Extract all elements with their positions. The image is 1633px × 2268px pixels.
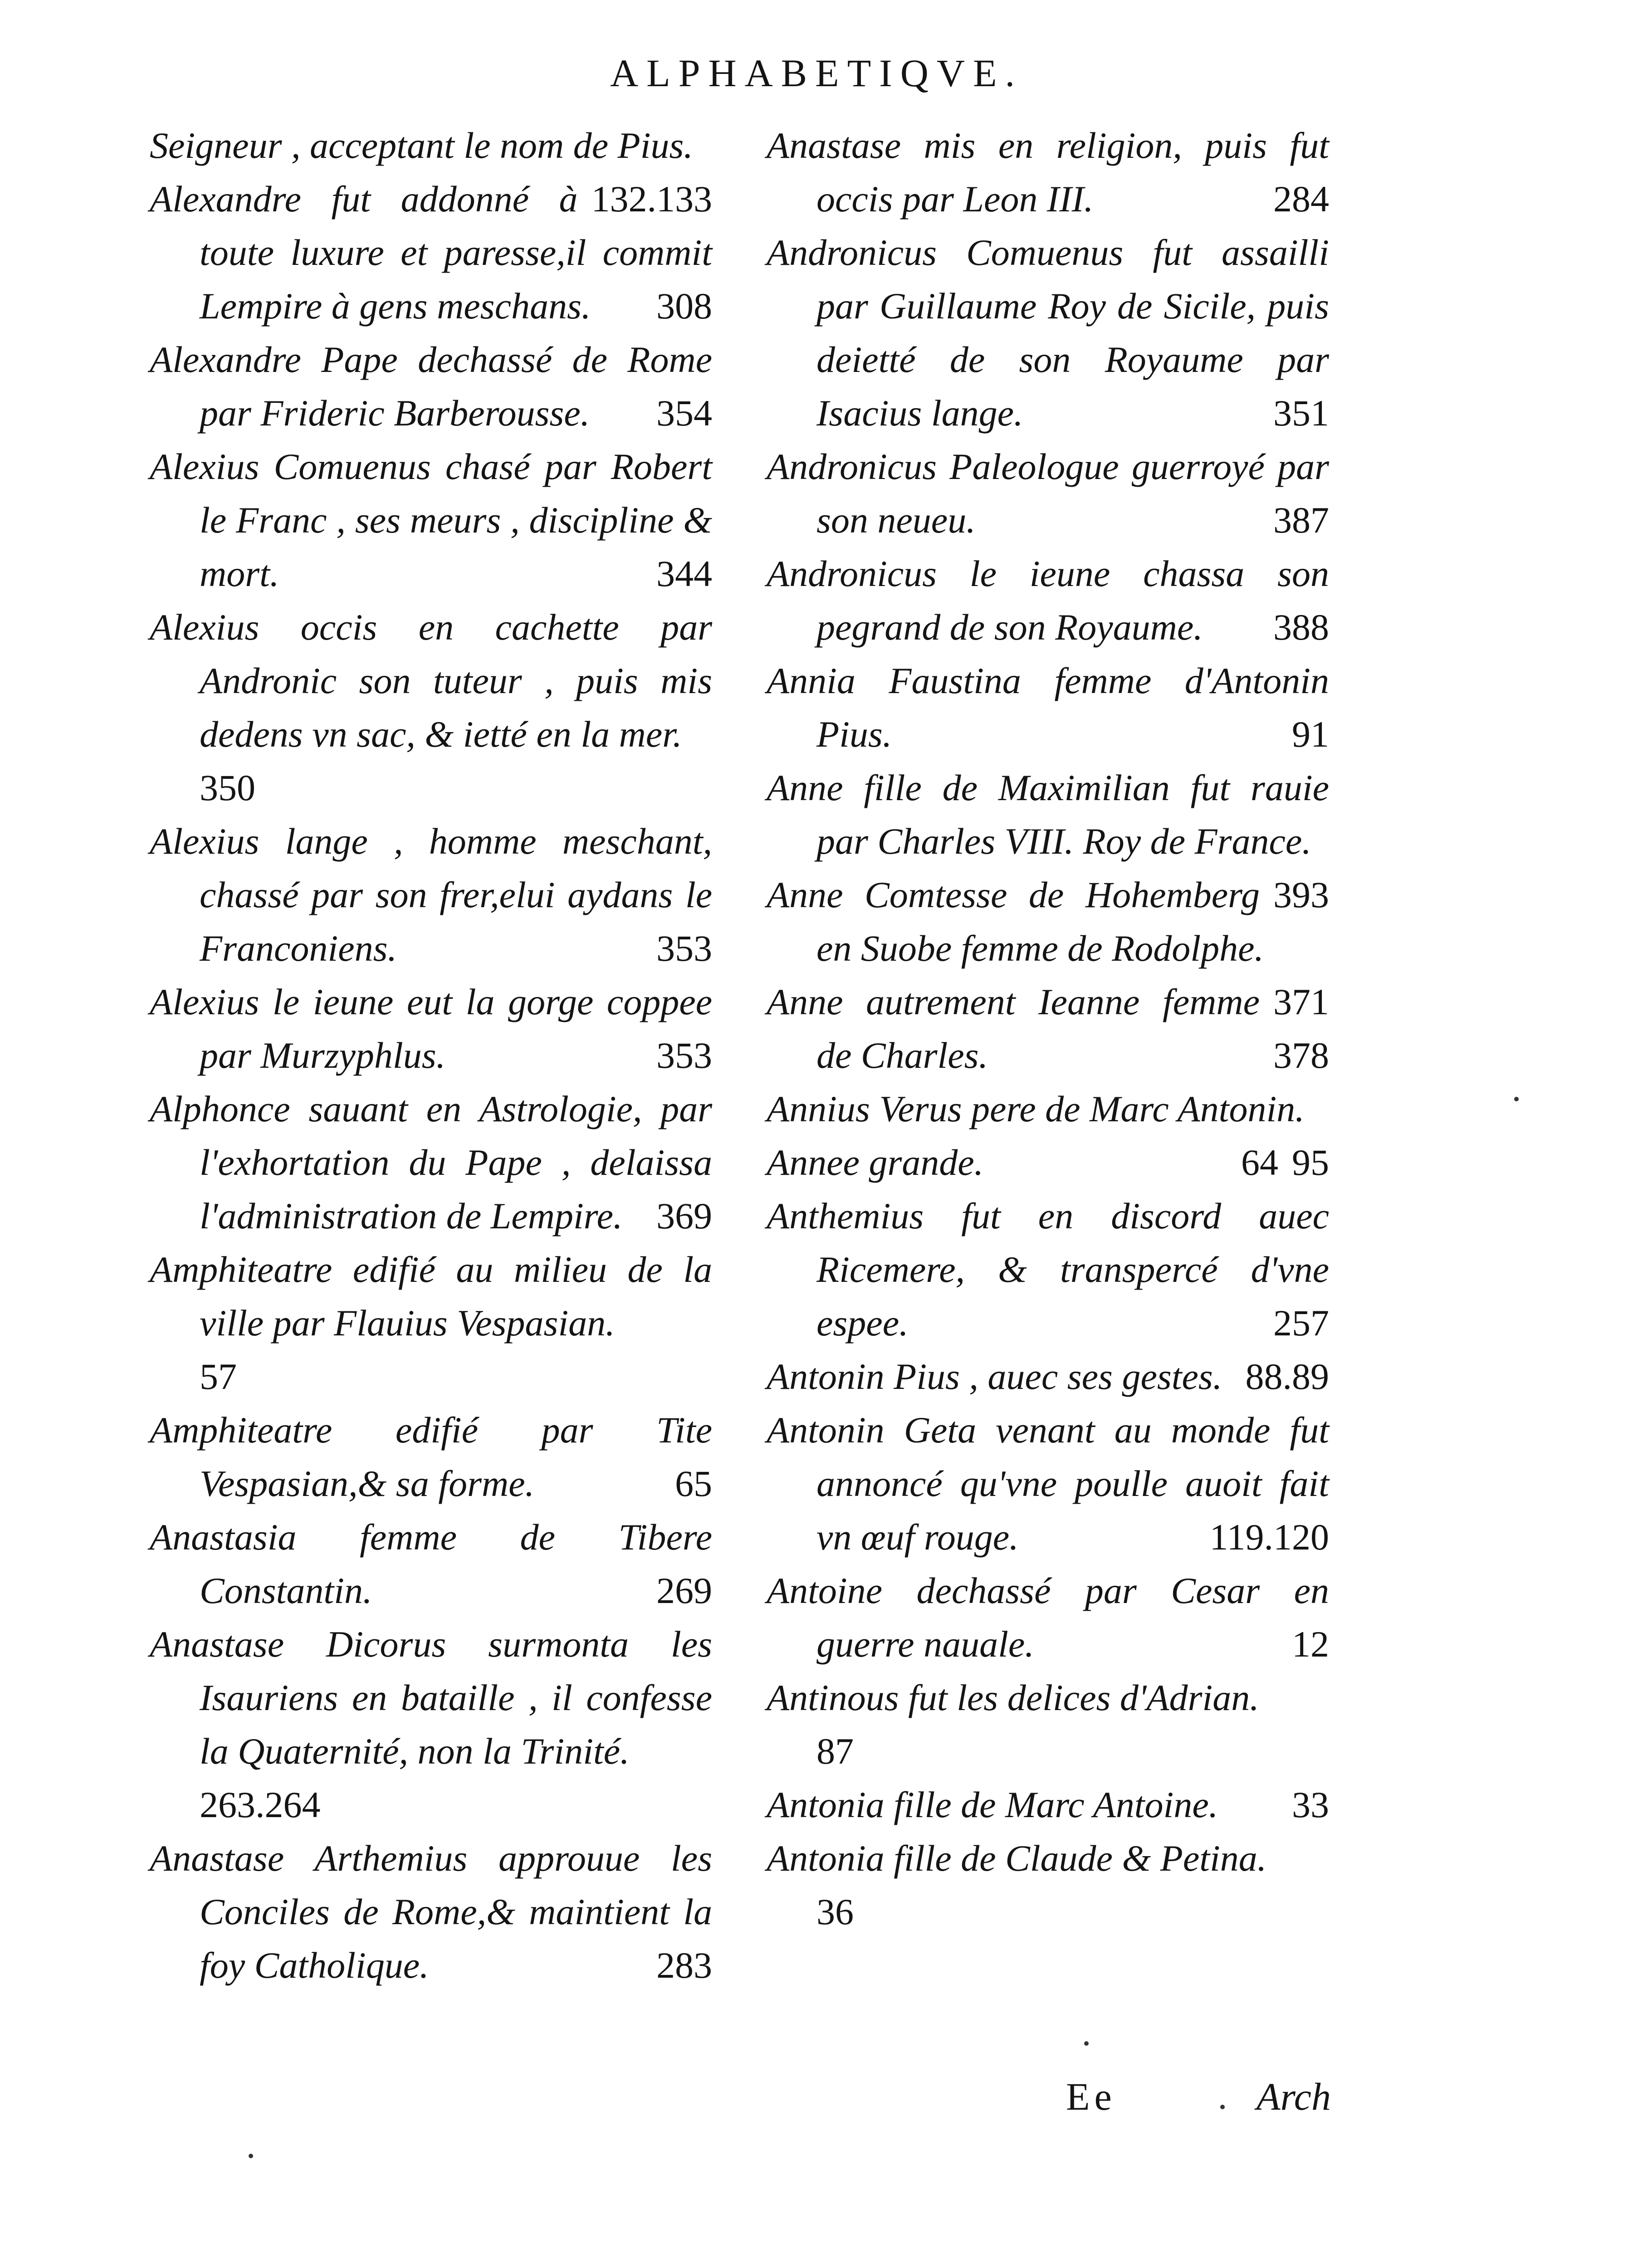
running-head: ALPHABETIQVE. <box>610 51 1023 95</box>
index-entry <box>767 1136 1329 1189</box>
index-entry <box>767 440 1329 547</box>
entry-text: Anne Comtesse de Hohemberg en Suobe femme de Rodolphe. <box>767 874 1264 969</box>
index-entry <box>150 440 712 601</box>
catchword: Arch <box>1257 2075 1331 2118</box>
entry-page-number: 95 <box>1292 1142 1329 1183</box>
index-entry <box>767 547 1329 654</box>
index-entry <box>150 601 712 815</box>
entry-page-number: 87 <box>816 1730 854 1772</box>
index-entry <box>767 1778 1329 1832</box>
entry-page-number: 387 <box>1273 499 1329 541</box>
entry-text: Andronicus Comuenus fut assailli par Guillaume Roy de Sicile, puis deietté de son Royaume par Isacius lange. <box>767 232 1329 434</box>
index-entry <box>150 1403 712 1510</box>
index-entry <box>767 1403 1329 1564</box>
ink-speck <box>249 2154 253 2158</box>
entry-text: Alexius le ieune eut la gorge coppee par Murzyphlus. <box>150 981 712 1076</box>
entry-text: Antoine dechassé par Cesar en guerre nauale. <box>767 1570 1329 1665</box>
entry-text: Amphiteatre edifié au milieu de la ville par Flauius Vespasian. <box>150 1249 712 1344</box>
index-entry <box>150 1832 712 1992</box>
index-entry <box>150 1510 712 1618</box>
entry-text: Seigneur , acceptant le nom de Pius. <box>150 125 693 166</box>
entry-text: Anastase mis en religion, puis fut occis par Leon III. <box>767 125 1329 220</box>
entry-page-number: 350 <box>200 767 255 808</box>
index-entry <box>150 333 712 440</box>
entry-text: Alexius lange , homme meschant, chassé par son frer,elui aydans le Franconiens. <box>150 821 712 969</box>
entry-page-number: 354 <box>656 392 712 434</box>
entry-page-number: 64 <box>1241 1142 1278 1183</box>
entry-text: Anthemius fut en discord auec Ricemere, & transpercé d'vne espee. <box>767 1195 1329 1344</box>
index-entry <box>767 975 1329 1082</box>
entry-page-number: 369 <box>656 1195 712 1237</box>
entry-text: Antonia fille de Claude & Petina. <box>767 1838 1267 1879</box>
index-column-left <box>150 119 712 1992</box>
entry-text: Annius Verus pere de Marc Antonin. <box>767 1088 1305 1129</box>
entry-page-number: 371 <box>1273 981 1329 1022</box>
entry-page-number: 344 <box>656 553 712 594</box>
entry-page-number: 12 <box>1292 1623 1329 1665</box>
index-entry <box>150 1618 712 1832</box>
entry-page-number: 119.120 <box>1209 1516 1329 1558</box>
entry-page-number: 388 <box>1273 606 1329 648</box>
index-entry <box>150 172 712 333</box>
entry-text: Anastasia femme de Tibere Constantin. <box>150 1516 712 1611</box>
entry-page-number: 132.133 <box>591 178 712 220</box>
entry-page-number: 351 <box>1273 392 1329 434</box>
entry-text: Alexandre Pape dechassé de Rome par Frideric Barberousse. <box>150 339 712 434</box>
index-entry <box>767 868 1329 1022</box>
entry-page-number: 378 <box>1273 1035 1329 1076</box>
entry-page-number: 393 <box>1273 874 1329 915</box>
entry-text: Antonia fille de Marc Antoine. <box>767 1784 1218 1825</box>
entry-page-number: 284 <box>1273 178 1329 220</box>
index-entry <box>150 815 712 975</box>
entry-page-number: 57 <box>200 1356 237 1397</box>
signature-mark: Ee <box>1066 2075 1116 2118</box>
entry-text: Anastase Arthemius approuue les Conciles de Rome,& maintient la foy Catholique. <box>150 1838 712 1986</box>
index-entry <box>150 119 712 220</box>
ink-speck <box>1084 2041 1089 2046</box>
entry-page-number: 308 <box>656 285 712 327</box>
entry-page-number: 263.264 <box>200 1784 321 1825</box>
entry-text: Alexandre fut addonné à toute luxure et paresse,il commit Lempire à gens meschans. <box>150 178 712 327</box>
index-entry <box>767 226 1329 440</box>
index-column-right <box>767 119 1329 1939</box>
entry-page-number: 257 <box>1273 1302 1329 1344</box>
entry-text: Antonin Geta venant au monde fut annoncé qu'vne poulle auoit fait vn œuf rouge. <box>767 1409 1329 1558</box>
index-entry <box>767 654 1329 761</box>
entry-text: Anastase Dicorus surmonta les Isauriens en bataille , il confesse la Quaternité, non la Trinité. <box>150 1623 712 1772</box>
index-entry <box>767 1564 1329 1671</box>
entry-text: Andronicus Paleologue guerroyé par son neueu. <box>767 446 1329 541</box>
ink-speck <box>1514 1097 1519 1101</box>
entry-page-number: 33 <box>1292 1784 1329 1825</box>
entry-text: Annia Faustina femme d'Antonin Pius. <box>767 660 1329 755</box>
index-entry <box>150 1082 712 1243</box>
entry-text: Alphonce sauant en Astrologie, par l'exhortation du Pape , delaissa l'administration de Lempire. <box>150 1088 712 1237</box>
entry-text: Anne autrement Ieanne femme de Charles. <box>767 981 1260 1076</box>
index-entry <box>767 119 1329 226</box>
entry-text: Alexius occis en cachette par Andronic son tuteur , puis mis dedens vn sac, & ietté en la mer. <box>150 606 712 755</box>
entry-page-number: 353 <box>656 928 712 969</box>
entry-page-number: 283 <box>656 1945 712 1986</box>
entry-page-number: 91 <box>1292 714 1329 755</box>
entry-text: Anne fille de Maximilian fut rauie par Charles VIII. Roy de France. <box>767 767 1329 862</box>
entry-text: Annee grande. <box>767 1142 984 1183</box>
entry-text: Antonin Pius , auec ses gestes. <box>767 1356 1222 1397</box>
entry-text: Amphiteatre edifié par Tite Vespasian,& sa forme. <box>150 1409 712 1504</box>
entry-page-number: 65 <box>675 1463 712 1504</box>
index-entry <box>767 1350 1329 1403</box>
index-entry <box>767 1671 1329 1778</box>
index-entry <box>767 1189 1329 1350</box>
entry-page-number: 88.89 <box>1245 1356 1329 1397</box>
ink-speck <box>1220 2105 1225 2109</box>
entry-text: Andronicus le ieune chassa son pegrand de son Royaume. <box>767 553 1329 648</box>
index-entry <box>767 1832 1329 1939</box>
index-entry <box>150 1243 712 1403</box>
entry-page-number: 269 <box>656 1570 712 1611</box>
entry-text: Antinous fut les delices d'Adrian. <box>767 1677 1259 1718</box>
index-entry <box>767 761 1329 915</box>
entry-page-number: 353 <box>656 1035 712 1076</box>
index-entry <box>150 975 712 1082</box>
entry-page-number: 36 <box>816 1891 854 1932</box>
entry-text: Alexius Comuenus chasé par Robert le Franc , ses meurs , discipline & mort. <box>150 446 712 594</box>
